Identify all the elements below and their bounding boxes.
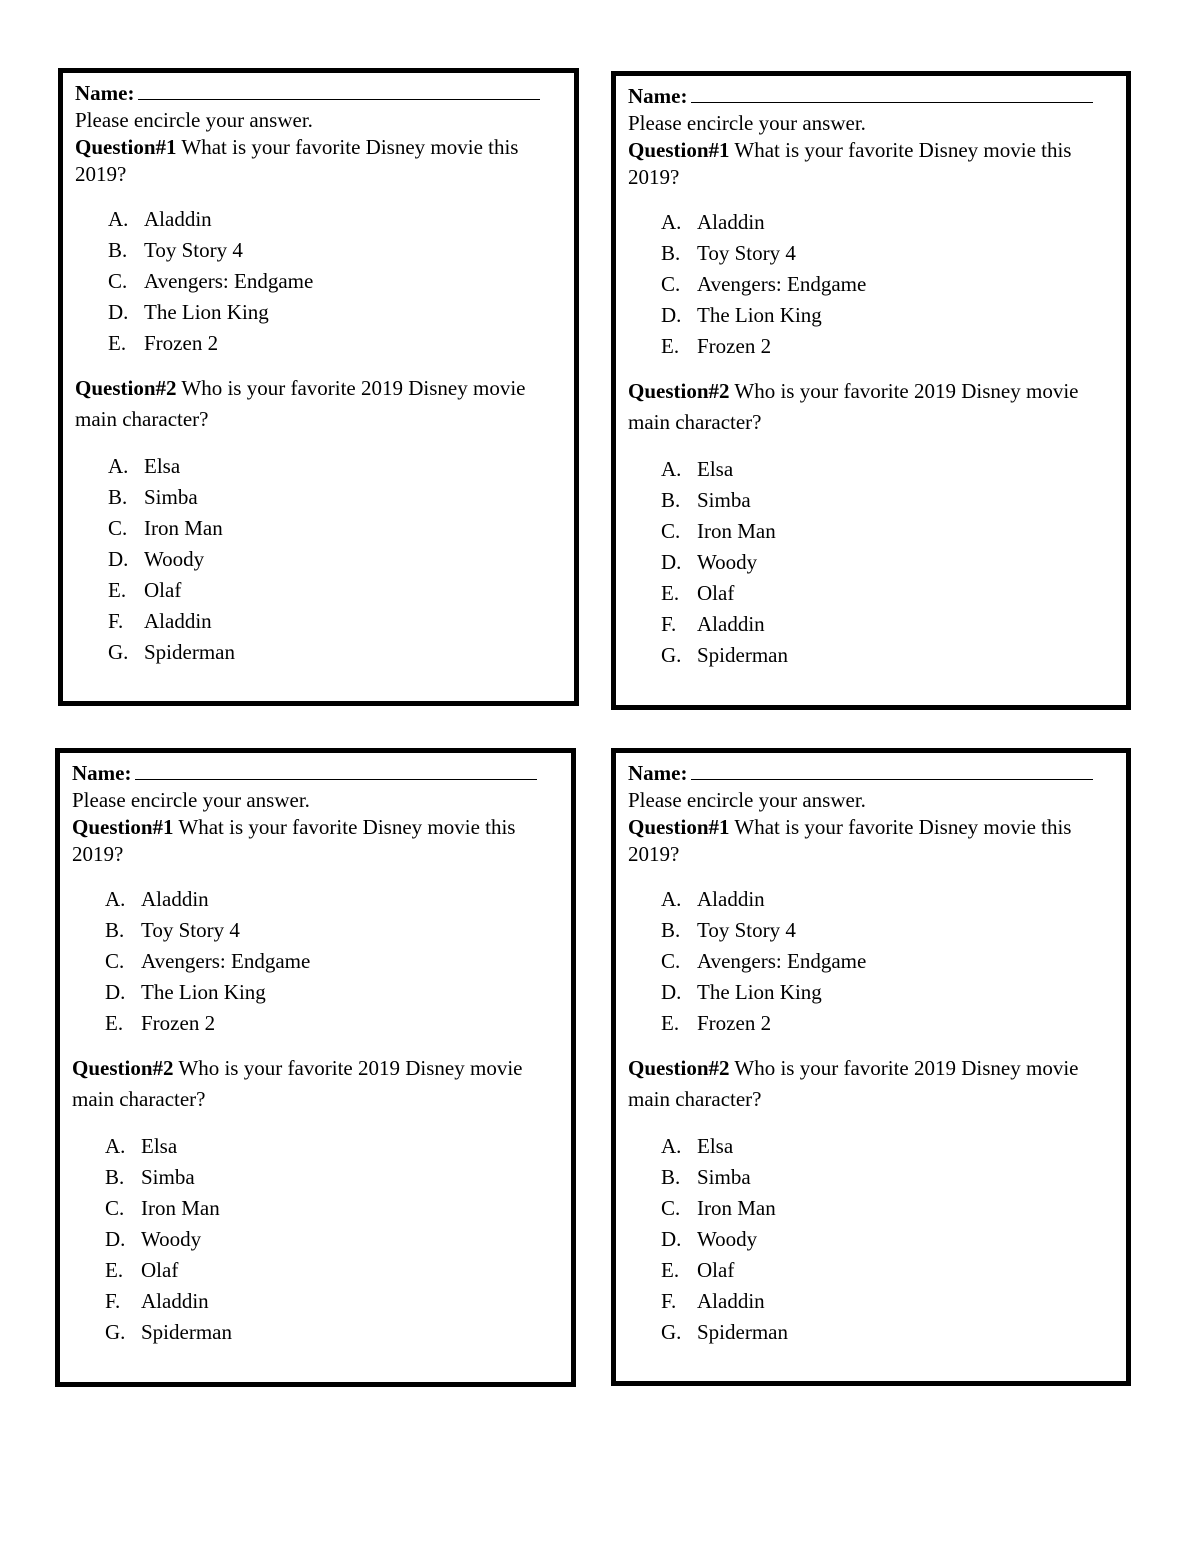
option-item[interactable]: [661, 516, 1126, 547]
question-1-label: Question#1: [75, 135, 177, 159]
option-letter: A.: [661, 1134, 682, 1158]
option-text: Iron Man: [697, 1196, 776, 1220]
name-blank-line[interactable]: [691, 759, 1093, 780]
option-text: Frozen 2: [141, 1011, 216, 1035]
option-item[interactable]: [108, 575, 574, 606]
question-2-label: Question#2: [75, 376, 177, 400]
option-item[interactable]: [661, 1255, 1126, 1286]
option-item[interactable]: [661, 269, 1126, 300]
option-letter: C.: [661, 272, 681, 296]
option-item[interactable]: [661, 609, 1126, 640]
option-item[interactable]: [661, 946, 1126, 977]
option-text: Aladdin: [144, 609, 212, 633]
option-letter: E.: [105, 1258, 124, 1282]
option-text: Spiderman: [144, 640, 235, 664]
option-letter: G.: [661, 1320, 682, 1344]
option-text: Olaf: [697, 1258, 735, 1282]
name-row: [628, 759, 1126, 787]
option-letter: B.: [105, 1165, 125, 1189]
option-text: Simba: [697, 488, 751, 512]
option-text: Simba: [697, 1165, 751, 1189]
option-text: Elsa: [697, 457, 734, 481]
option-letter: F.: [661, 612, 677, 636]
option-text: Woody: [697, 1227, 758, 1251]
option-text: Frozen 2: [144, 331, 219, 355]
option-text: Woody: [144, 547, 205, 571]
option-text: Toy Story 4: [144, 238, 243, 262]
option-letter: G.: [108, 640, 129, 664]
question-2-options: [75, 451, 574, 668]
option-letter: B.: [661, 1165, 681, 1189]
question-2: [628, 1053, 1088, 1115]
option-item[interactable]: [661, 915, 1126, 946]
option-letter: D.: [108, 547, 129, 571]
option-item[interactable]: [661, 1131, 1126, 1162]
question-1: [72, 814, 547, 868]
option-text: Olaf: [697, 581, 735, 605]
question-2-text: Who is your favorite 2019 Disney movie main character?: [628, 379, 1079, 434]
option-item[interactable]: [108, 482, 574, 513]
option-item[interactable]: [661, 1193, 1126, 1224]
option-text: Elsa: [141, 1134, 178, 1158]
option-text: Toy Story 4: [697, 918, 796, 942]
option-letter: B.: [108, 238, 128, 262]
question-1-options: [72, 884, 571, 1039]
option-text: Olaf: [141, 1258, 179, 1282]
option-text: Olaf: [144, 578, 182, 602]
option-text: Simba: [144, 485, 198, 509]
instruction-text: Please encircle your answer.: [628, 111, 866, 135]
option-item[interactable]: [105, 1008, 571, 1039]
option-letter: C.: [108, 269, 128, 293]
option-item[interactable]: [108, 328, 574, 359]
option-item[interactable]: [105, 1255, 571, 1286]
question-1-options: [75, 204, 574, 359]
option-letter: C.: [105, 949, 125, 973]
option-text: Aladdin: [141, 887, 209, 911]
question-2-text: Who is your favorite 2019 Disney movie main character?: [628, 1056, 1079, 1111]
option-item[interactable]: [661, 485, 1126, 516]
question-1-text: What is your favorite Disney movie this 2019?: [628, 815, 1072, 866]
survey-card-2: [611, 71, 1131, 710]
question-2: [628, 376, 1088, 438]
option-text: Avengers: Endgame: [141, 949, 311, 973]
name-label: Name:: [75, 81, 135, 105]
option-item[interactable]: [105, 915, 571, 946]
question-2-label: Question#2: [72, 1056, 174, 1080]
option-letter: A.: [105, 887, 126, 911]
option-letter: A.: [661, 887, 682, 911]
question-2-text: Who is your favorite 2019 Disney movie main character?: [75, 376, 526, 431]
option-text: Iron Man: [697, 519, 776, 543]
name-blank-line[interactable]: [135, 759, 537, 780]
option-item[interactable]: [108, 637, 574, 668]
option-text: Aladdin: [697, 1289, 765, 1313]
option-item[interactable]: [661, 547, 1126, 578]
option-letter: E.: [661, 581, 680, 605]
question-2-label: Question#2: [628, 379, 730, 403]
option-letter: D.: [661, 1227, 682, 1251]
option-item[interactable]: [661, 977, 1126, 1008]
question-2-options: [628, 1131, 1126, 1348]
question-1-options: [628, 207, 1126, 362]
question-2-text: Who is your favorite 2019 Disney movie main character?: [72, 1056, 523, 1111]
name-blank-line[interactable]: [138, 79, 540, 100]
option-item[interactable]: [105, 1131, 571, 1162]
option-letter: A.: [108, 454, 129, 478]
option-item[interactable]: [105, 1224, 571, 1255]
option-item[interactable]: [105, 1317, 571, 1348]
option-item[interactable]: [108, 266, 574, 297]
question-1-text: What is your favorite Disney movie this 2019?: [72, 815, 516, 866]
option-item[interactable]: [105, 977, 571, 1008]
name-row: [75, 79, 574, 107]
option-letter: D.: [105, 1227, 126, 1251]
option-item[interactable]: [661, 640, 1126, 671]
question-2-options: [72, 1131, 571, 1348]
option-text: Avengers: Endgame: [697, 272, 867, 296]
question-1: [628, 137, 1103, 191]
name-label: Name:: [628, 761, 688, 785]
option-text: Aladdin: [697, 612, 765, 636]
option-text: The Lion King: [697, 303, 822, 327]
option-item[interactable]: [108, 451, 574, 482]
instruction-text: Please encircle your answer.: [75, 108, 313, 132]
name-label: Name:: [628, 84, 688, 108]
option-text: Frozen 2: [697, 334, 772, 358]
option-text: Elsa: [144, 454, 181, 478]
option-letter: A.: [661, 210, 682, 234]
option-item[interactable]: [105, 884, 571, 915]
option-letter: B.: [661, 918, 681, 942]
option-item[interactable]: [661, 454, 1126, 485]
option-item[interactable]: [105, 1162, 571, 1193]
option-text: The Lion King: [697, 980, 822, 1004]
option-text: Avengers: Endgame: [144, 269, 314, 293]
option-letter: E.: [108, 331, 127, 355]
option-item[interactable]: [661, 207, 1126, 238]
option-letter: A.: [105, 1134, 126, 1158]
option-item[interactable]: [108, 606, 574, 637]
question-1-label: Question#1: [72, 815, 174, 839]
name-row: [628, 82, 1126, 110]
option-letter: A.: [108, 207, 129, 231]
option-letter: F.: [108, 609, 124, 633]
option-text: Spiderman: [697, 643, 788, 667]
name-label: Name:: [72, 761, 132, 785]
option-letter: C.: [105, 1196, 125, 1220]
option-letter: B.: [661, 488, 681, 512]
option-letter: D.: [105, 980, 126, 1004]
option-item[interactable]: [661, 1286, 1126, 1317]
option-letter: C.: [661, 519, 681, 543]
option-text: Iron Man: [141, 1196, 220, 1220]
option-item[interactable]: [105, 1286, 571, 1317]
option-item[interactable]: [661, 1224, 1126, 1255]
option-text: Spiderman: [141, 1320, 232, 1344]
instruction-text: Please encircle your answer.: [628, 788, 866, 812]
question-2: [75, 373, 535, 435]
option-item[interactable]: [661, 884, 1126, 915]
option-letter: D.: [661, 550, 682, 574]
option-letter: C.: [661, 949, 681, 973]
question-1-text: What is your favorite Disney movie this 2019?: [628, 138, 1072, 189]
option-item[interactable]: [108, 235, 574, 266]
option-item[interactable]: [105, 1193, 571, 1224]
option-letter: F.: [661, 1289, 677, 1313]
option-text: Toy Story 4: [141, 918, 240, 942]
option-item[interactable]: [661, 1162, 1126, 1193]
option-letter: D.: [661, 303, 682, 327]
question-1-text: What is your favorite Disney movie this 2019?: [75, 135, 519, 186]
question-2: [72, 1053, 532, 1115]
option-item[interactable]: [108, 297, 574, 328]
option-letter: B.: [108, 485, 128, 509]
option-letter: E.: [108, 578, 127, 602]
option-letter: C.: [108, 516, 128, 540]
option-letter: B.: [661, 241, 681, 265]
question-2-options: [628, 454, 1126, 671]
question-1-options: [628, 884, 1126, 1039]
option-item[interactable]: [661, 578, 1126, 609]
option-text: Aladdin: [141, 1289, 209, 1313]
question-1-label: Question#1: [628, 138, 730, 162]
option-letter: D.: [108, 300, 129, 324]
option-text: Toy Story 4: [697, 241, 796, 265]
option-letter: F.: [105, 1289, 121, 1313]
name-blank-line[interactable]: [691, 82, 1093, 103]
question-1-label: Question#1: [628, 815, 730, 839]
option-text: Woody: [697, 550, 758, 574]
option-letter: B.: [105, 918, 125, 942]
option-letter: G.: [105, 1320, 126, 1344]
option-text: Iron Man: [144, 516, 223, 540]
option-text: The Lion King: [141, 980, 266, 1004]
option-text: Spiderman: [697, 1320, 788, 1344]
option-text: Aladdin: [144, 207, 212, 231]
option-item[interactable]: [661, 238, 1126, 269]
option-text: Avengers: Endgame: [697, 949, 867, 973]
option-text: Woody: [141, 1227, 202, 1251]
option-letter: C.: [661, 1196, 681, 1220]
option-letter: G.: [661, 643, 682, 667]
option-item[interactable]: [108, 204, 574, 235]
option-item[interactable]: [661, 1317, 1126, 1348]
question-1: [628, 814, 1103, 868]
instruction-text: Please encircle your answer.: [72, 788, 310, 812]
option-letter: E.: [105, 1011, 124, 1035]
option-item[interactable]: [661, 331, 1126, 362]
option-text: Aladdin: [697, 887, 765, 911]
option-letter: D.: [661, 980, 682, 1004]
option-letter: E.: [661, 1258, 680, 1282]
option-text: Frozen 2: [697, 1011, 772, 1035]
option-letter: E.: [661, 334, 680, 358]
question-1: [75, 134, 550, 188]
option-text: The Lion King: [144, 300, 269, 324]
option-item[interactable]: [105, 946, 571, 977]
survey-card-4: [611, 748, 1131, 1386]
option-item[interactable]: [661, 1008, 1126, 1039]
option-text: Aladdin: [697, 210, 765, 234]
survey-card-3: [55, 748, 576, 1387]
option-text: Simba: [141, 1165, 195, 1189]
name-row: [72, 759, 571, 787]
option-text: Elsa: [697, 1134, 734, 1158]
option-item[interactable]: [108, 513, 574, 544]
survey-card-1: [58, 68, 579, 706]
option-letter: A.: [661, 457, 682, 481]
option-letter: E.: [661, 1011, 680, 1035]
question-2-label: Question#2: [628, 1056, 730, 1080]
option-item[interactable]: [661, 300, 1126, 331]
option-item[interactable]: [108, 544, 574, 575]
